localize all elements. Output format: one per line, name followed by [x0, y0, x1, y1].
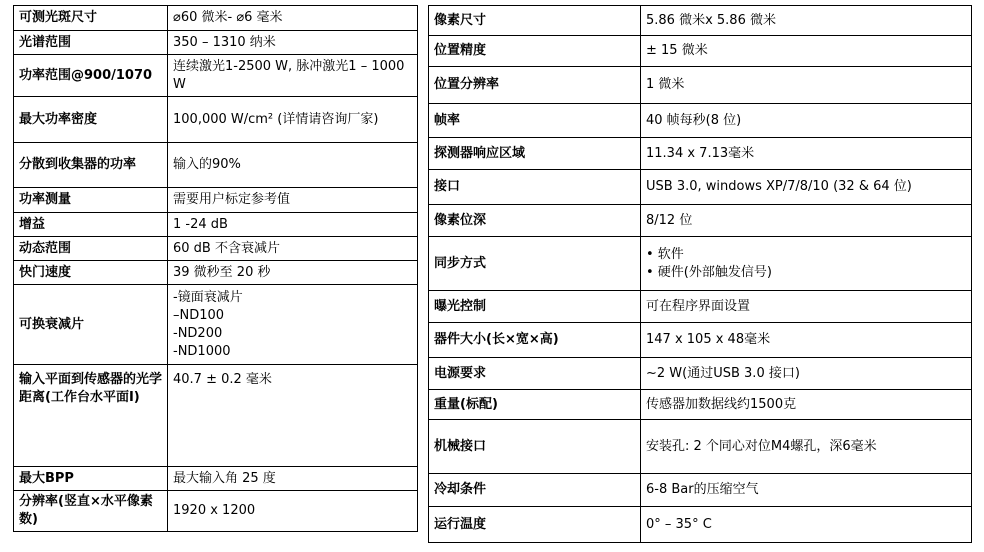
spec-value: 39 微秒至 20 秒 — [168, 261, 418, 285]
spec-key: 最大BPP — [14, 467, 168, 491]
spec-key: 像素位深 — [429, 205, 641, 237]
spec-value: 最大输入角 25 度 — [168, 467, 418, 491]
spec-value: 40 帧每秒(8 位) — [641, 104, 972, 138]
table-row — [429, 36, 972, 67]
spec-value: 100,000 W/cm² (详情请咨询厂家) — [168, 97, 418, 143]
table-row — [429, 323, 972, 358]
table-row — [429, 507, 972, 543]
spec-value: 安装孔: 2 个同心对位M4螺孔，深6毫米 — [641, 420, 972, 474]
table-row — [14, 213, 418, 237]
table-row — [14, 261, 418, 285]
spec-value: 0° – 35° C — [641, 507, 972, 543]
spec-key: 动态范围 — [14, 237, 168, 261]
spec-value — [168, 285, 418, 365]
spec-value: 5.86 微米x 5.86 微米 — [641, 6, 972, 36]
spec-value: 8/12 位 — [641, 205, 972, 237]
spec-key: 电源要求 — [429, 358, 641, 390]
spec-key: 位置分辨率 — [429, 67, 641, 104]
table-row — [429, 420, 972, 474]
spec-value: 147 x 105 x 48毫米 — [641, 323, 972, 358]
spec-key: 可换衰减片 — [14, 285, 168, 365]
spec-key: 同步方式 — [429, 237, 641, 291]
table-row — [14, 31, 418, 55]
table-row — [14, 143, 418, 188]
spec-value — [641, 237, 972, 291]
table-row — [429, 138, 972, 170]
table-row — [429, 6, 972, 36]
spec-value: 1 -24 dB — [168, 213, 418, 237]
spec-value: 1 微米 — [641, 67, 972, 104]
spec-key: 探测器响应区域 — [429, 138, 641, 170]
spec-value: 传感器加数据线约1500克 — [641, 390, 972, 420]
table-row — [14, 97, 418, 143]
table-row — [429, 291, 972, 323]
table-row — [429, 104, 972, 138]
spec-value: 需要用户标定参考值 — [168, 188, 418, 213]
table-row — [429, 67, 972, 104]
spec-key: 功率测量 — [14, 188, 168, 213]
spec-value-line: –ND100 — [173, 307, 225, 323]
table-row — [429, 390, 972, 420]
spec-key: 帧率 — [429, 104, 641, 138]
table-row — [14, 365, 418, 467]
table-row — [14, 6, 418, 31]
table-row — [14, 491, 418, 532]
table-row — [14, 467, 418, 491]
spec-key: 分辨率(竖直×水平像素数) — [14, 491, 168, 532]
spec-key: 最大功率密度 — [14, 97, 168, 143]
spec-value: 350 – 1310 纳米 — [168, 31, 418, 55]
spec-key: 器件大小(长×宽×高) — [429, 323, 641, 358]
spec-value-line: -ND200 — [173, 325, 223, 341]
spec-value: ⌀60 微米- ⌀6 毫米 — [168, 6, 418, 31]
spec-table-left — [13, 5, 418, 532]
spec-key: 机械接口 — [429, 420, 641, 474]
table-row — [429, 474, 972, 507]
spec-value: 输入的90% — [168, 143, 418, 188]
spec-key: 输入平面到传感器的光学距离(工作台水平面I) — [14, 365, 168, 467]
table-row — [429, 170, 972, 205]
spec-key: 像素尺寸 — [429, 6, 641, 36]
spec-value: 连续激光1-2500 W, 脉冲激光1 – 1000 W — [168, 55, 418, 97]
spec-value: 11.34 x 7.13毫米 — [641, 138, 972, 170]
spec-key: 位置精度 — [429, 36, 641, 67]
spec-key: 运行温度 — [429, 507, 641, 543]
spec-value: 60 dB 不含衰减片 — [168, 237, 418, 261]
spec-value: 可在程序界面设置 — [641, 291, 972, 323]
spec-key: 接口 — [429, 170, 641, 205]
table-row — [429, 358, 972, 390]
spec-value-line: • 硬件(外部触发信号) — [646, 264, 772, 280]
spec-value: 1920 x 1200 — [168, 491, 418, 532]
table-row — [14, 188, 418, 213]
table-row — [14, 55, 418, 97]
spec-key: 冷却条件 — [429, 474, 641, 507]
spec-key: 快门速度 — [14, 261, 168, 285]
table-row — [14, 237, 418, 261]
spec-key: 光谱范围 — [14, 31, 168, 55]
spec-key: 功率范围@900/1070 — [14, 55, 168, 97]
table-row — [429, 205, 972, 237]
spec-key: 曝光控制 — [429, 291, 641, 323]
spec-key: 增益 — [14, 213, 168, 237]
spec-value-line: -ND1000 — [173, 343, 231, 359]
spec-value-line: • 软件 — [646, 246, 684, 262]
spec-value: ~2 W(通过USB 3.0 接口) — [641, 358, 972, 390]
spec-value: 6-8 Bar的压缩空气 — [641, 474, 972, 507]
spec-value-line: -镜面衰减片 — [173, 289, 243, 305]
spec-key: 分散到收集器的功率 — [14, 143, 168, 188]
spec-table-right — [428, 5, 972, 543]
spec-value: 40.7 ± 0.2 毫米 — [168, 365, 418, 467]
table-row — [429, 237, 972, 291]
spec-value: ± 15 微米 — [641, 36, 972, 67]
table-row — [14, 285, 418, 365]
spec-key: 可测光斑尺寸 — [14, 6, 168, 31]
spec-value: USB 3.0, windows XP/7/8/10 (32 & 64 位) — [641, 170, 972, 205]
spec-key: 重量(标配) — [429, 390, 641, 420]
